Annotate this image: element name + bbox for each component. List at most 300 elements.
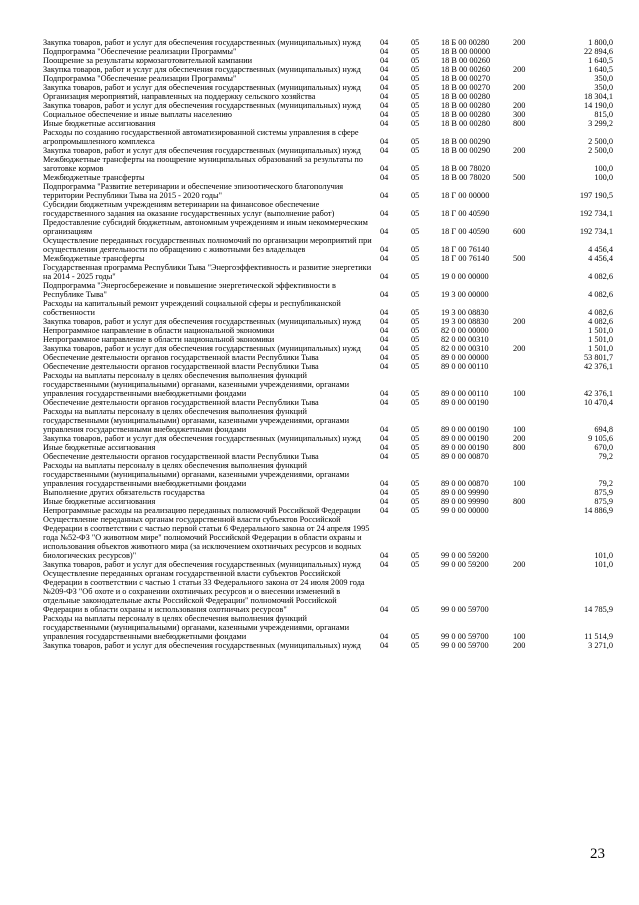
row-name: Закупка товаров, работ и услуг для обеспечения государственных (муниципальных) нужд: [43, 560, 361, 569]
row-name: Подпрограмма "Энергосбережение и повышение энергетической эффективности в Республике Тыва": [43, 281, 336, 299]
row-amount: 1 640,5: [588, 56, 613, 65]
row-section-code: 04: [380, 641, 389, 650]
row-subsection-code: 05: [411, 443, 420, 452]
row-section-code: 04: [380, 119, 389, 128]
row-target-article: 89 0 00 00110: [441, 362, 489, 371]
row-amount: 4 456,4: [588, 254, 613, 263]
row-expense-type: 200: [513, 65, 526, 74]
row-expense-type: 100: [513, 632, 526, 641]
row-name: Закупка товаров, работ и услуг для обеспечения государственных (муниципальных) нужд: [43, 65, 361, 74]
row-subsection-code: 05: [411, 605, 420, 614]
row-target-article: 99 0 00 00000: [441, 506, 489, 515]
table-row: [43, 263, 613, 281]
row-target-article: 89 0 00 00000: [441, 353, 489, 362]
table-row: [43, 155, 613, 173]
row-expense-type: 200: [513, 560, 526, 569]
row-amount: 815,0: [594, 110, 613, 119]
row-amount: 3 271,0: [588, 641, 613, 650]
row-subsection-code: 05: [411, 47, 420, 56]
row-amount: 694,8: [594, 425, 613, 434]
table-row: [43, 326, 613, 335]
row-name: Поощрение за результаты кормозаготовительной кампании: [43, 56, 253, 65]
table-row: [43, 497, 613, 506]
row-amount: 350,0: [594, 83, 613, 92]
row-name: Межбюджетные трансферты: [43, 173, 145, 182]
row-amount: 350,0: [594, 74, 613, 83]
row-section-code: 04: [380, 74, 389, 83]
table-row: [43, 218, 613, 236]
row-section-code: 04: [380, 434, 389, 443]
row-name: Иные бюджетные ассигнования: [43, 443, 156, 452]
row-target-article: 18 Б 00 00280: [441, 38, 490, 47]
row-expense-type: 200: [513, 434, 526, 443]
row-expense-type: 200: [513, 344, 526, 353]
row-target-article: 18 В 00 00280: [441, 119, 491, 128]
row-amount: 1 640,5: [588, 65, 613, 74]
row-amount: 2 500,0: [588, 137, 613, 146]
row-name: Расходы на выплаты персоналу в целях обеспечения выполнения функций государственными (муниципальными) органами, казенными учреждениями, органами управления государственными внебюджетными фондами: [43, 614, 350, 641]
row-target-article: 82 0 00 00310: [441, 335, 489, 344]
row-expense-type: [513, 281, 549, 299]
row-amount: 1 800,0: [588, 38, 613, 47]
row-expense-type: 100: [513, 389, 526, 398]
row-target-article: 89 0 00 00190: [441, 425, 489, 434]
table-row: [43, 281, 613, 299]
row-section-code: 04: [380, 38, 389, 47]
row-section-code: 04: [380, 227, 389, 236]
row-name: Закупка товаров, работ и услуг для обеспечения государственных (муниципальных) нужд: [43, 344, 361, 353]
row-subsection-code: 05: [411, 254, 420, 263]
row-subsection-code: 05: [411, 335, 420, 344]
row-amount: 10 470,4: [583, 398, 613, 407]
row-expense-type: [513, 326, 549, 335]
row-section-code: 04: [380, 173, 389, 182]
row-subsection-code: 05: [411, 425, 420, 434]
row-name: Организация мероприятий, направленных на поддержку сельского хозяйства: [43, 92, 316, 101]
row-amount: 4 082,6: [588, 308, 613, 317]
row-name: Закупка товаров, работ и услуг для обеспечения государственных (муниципальных) нужд: [43, 101, 361, 110]
table-row: [43, 641, 613, 650]
row-subsection-code: 05: [411, 74, 420, 83]
row-expense-type: [513, 92, 549, 101]
row-amount: 4 082,6: [588, 290, 613, 299]
table-row: [43, 317, 613, 326]
row-subsection-code: 05: [411, 101, 420, 110]
row-target-article: 99 0 00 59200: [441, 560, 489, 569]
row-expense-type: [513, 488, 549, 497]
row-section-code: 04: [380, 290, 389, 299]
row-expense-type: [513, 299, 549, 317]
row-amount: 14 190,0: [583, 101, 613, 110]
row-section-code: 04: [380, 389, 389, 398]
row-name: Осуществление переданных государственных полномочий по организации мероприятий при осуществлении деятельности по обращению с животными без владельцев: [43, 236, 372, 254]
row-section-code: 04: [380, 65, 389, 74]
table-row: [43, 47, 613, 56]
row-subsection-code: 05: [411, 137, 420, 146]
table-row: [43, 200, 613, 218]
row-target-article: 18 В 00 00000: [441, 47, 491, 56]
row-expense-type: [513, 74, 549, 83]
row-target-article: 82 0 00 00310: [441, 344, 489, 353]
row-subsection-code: 05: [411, 389, 420, 398]
row-subsection-code: 05: [411, 398, 420, 407]
row-section-code: 04: [380, 272, 389, 281]
table-row: [43, 146, 613, 155]
row-amount: 3 299,2: [588, 119, 613, 128]
row-name: Закупка товаров, работ и услуг для обеспечения государственных (муниципальных) нужд: [43, 317, 361, 326]
row-section-code: 04: [380, 164, 389, 173]
row-section-code: 04: [380, 452, 389, 461]
row-expense-type: 300: [513, 110, 526, 119]
row-section-code: 04: [380, 398, 389, 407]
row-expense-type: [513, 452, 549, 461]
row-target-article: 18 В 00 00270: [441, 74, 491, 83]
row-amount: 79,2: [598, 479, 613, 488]
row-expense-type: [513, 362, 549, 371]
row-target-article: 19 0 00 00000: [441, 272, 489, 281]
row-subsection-code: 05: [411, 452, 420, 461]
row-expense-type: 200: [513, 146, 526, 155]
row-section-code: 04: [380, 353, 389, 362]
row-expense-type: [513, 353, 549, 362]
row-section-code: 04: [380, 47, 389, 56]
row-amount: 101,0: [594, 551, 613, 560]
row-name: Обеспечение деятельности органов государственной власти Республики Тыва: [43, 353, 319, 362]
row-expense-type: [513, 200, 549, 218]
row-target-article: 18 В 00 78020: [441, 164, 491, 173]
row-amount: 1 501,0: [588, 344, 613, 353]
row-section-code: 04: [380, 443, 389, 452]
row-name: Расходы на выплаты персоналу в целях обеспечения выполнения функций государственными (муниципальными) органами, казенными учреждениями, органами управления государственными внебюджетными фондами: [43, 371, 350, 398]
row-name: Осуществление переданных органам государственной власти субъектов Российской Федерации в соответствии с частью 1 статьи 33 Федерального закона от 24 июля 2009 года №209-ФЗ "Об охоте и о сохранении охотничьих ресурсов и о внесении изменений в отдельные законодательные акты Российской Федерации" полномочий Российской Федерации в области охраны и использования охотничьих ресурсов": [43, 569, 365, 614]
row-expense-type: 500: [513, 173, 526, 182]
row-name: Осуществление переданных органам государственной власти субъектов Российской Федерации в соответствии с частью первой статьи 6 Федерального закона от 24 апреля 1995 года №52-ФЗ "О животном мире" полномочий Российской Федерации в области охраны и использования объектов животного мира (за исключением охотничьих ресурсов и водных биологических ресурсов)": [43, 515, 370, 560]
row-expense-type: [513, 47, 549, 56]
row-target-article: 89 0 00 00870: [441, 452, 489, 461]
row-section-code: 04: [380, 497, 389, 506]
row-amount: 14 785,9: [583, 605, 613, 614]
row-section-code: 04: [380, 335, 389, 344]
row-subsection-code: 05: [411, 65, 420, 74]
row-section-code: 04: [380, 92, 389, 101]
row-subsection-code: 05: [411, 272, 420, 281]
row-name: Расходы на капитальный ремонт учреждений социальной сферы и республиканской собственности: [43, 299, 341, 317]
row-target-article: 18 В 00 00280: [441, 92, 491, 101]
row-name: Закупка товаров, работ и услуг для обеспечения государственных (муниципальных) нужд: [43, 146, 361, 155]
row-expense-type: [513, 335, 549, 344]
row-name: Подпрограмма "Обеспечение реализации Программы": [43, 47, 237, 56]
row-section-code: 04: [380, 326, 389, 335]
row-expense-type: [513, 56, 549, 65]
row-subsection-code: 05: [411, 164, 420, 173]
row-amount: 875,9: [594, 488, 613, 497]
row-section-code: 04: [380, 209, 389, 218]
row-name: Расходы на выплаты персоналу в целях обеспечения выполнения функций государственными (муниципальными) органами, казенными учреждениями, органами управления государственными внебюджетными фондами: [43, 461, 350, 488]
row-expense-type: 800: [513, 497, 526, 506]
row-name: Подпрограмма "Обеспечение реализации Программы": [43, 74, 237, 83]
row-subsection-code: 05: [411, 308, 420, 317]
row-subsection-code: 05: [411, 119, 420, 128]
row-target-article: 18 В 00 00260: [441, 56, 491, 65]
row-name: Государственная программа Республики Тыва "Энергоэффективность и развитие энергетики на 2014 - 2025 годы": [43, 263, 372, 281]
row-name: Подпрограмма "Развитие ветеринарии и обеспечение эпизоотического благополучия территории Республики Тыва на 2015 - 2020 годы": [43, 182, 344, 200]
row-target-article: 82 0 00 00000: [441, 326, 489, 335]
row-name: Межбюджетные трансферты на поощрение муниципальных образований за результаты по заготовке кормов: [43, 155, 363, 173]
row-expense-type: 800: [513, 443, 526, 452]
row-subsection-code: 05: [411, 290, 420, 299]
row-expense-type: [513, 515, 549, 560]
row-subsection-code: 05: [411, 488, 420, 497]
row-section-code: 04: [380, 191, 389, 200]
table-row: [43, 38, 613, 47]
row-name: Обеспечение деятельности органов государственной власти Республики Тыва: [43, 452, 319, 461]
row-amount: 9 105,6: [588, 434, 613, 443]
row-name: Непрограммное направление в области национальной экономики: [43, 335, 275, 344]
budget-table-body: [43, 38, 613, 650]
row-amount: 1 501,0: [588, 326, 613, 335]
row-target-article: 89 0 00 00190: [441, 434, 489, 443]
table-row: [43, 506, 613, 515]
row-section-code: 04: [380, 146, 389, 155]
row-target-article: 18 В 00 00280: [441, 101, 491, 110]
row-target-article: 89 0 00 99990: [441, 488, 489, 497]
row-target-article: 89 0 00 00110: [441, 389, 489, 398]
table-row: [43, 173, 613, 182]
row-name: Обеспечение деятельности органов государственной власти Республики Тыва: [43, 398, 319, 407]
table-row: [43, 119, 613, 128]
row-target-article: 89 0 00 99990: [441, 497, 489, 506]
row-expense-type: [513, 398, 549, 407]
row-amount: 101,0: [594, 560, 613, 569]
row-target-article: 19 3 00 00000: [441, 290, 489, 299]
row-target-article: 99 0 00 59700: [441, 632, 489, 641]
row-expense-type: 500: [513, 254, 526, 263]
row-subsection-code: 05: [411, 434, 420, 443]
row-expense-type: 200: [513, 641, 526, 650]
row-target-article: 18 В 00 00280: [441, 110, 491, 119]
row-expense-type: 100: [513, 425, 526, 434]
row-amount: 100,0: [594, 164, 613, 173]
table-row: [43, 398, 613, 407]
row-amount: 670,0: [594, 443, 613, 452]
row-section-code: 04: [380, 488, 389, 497]
table-row: [43, 371, 613, 398]
row-amount: 4 082,6: [588, 317, 613, 326]
row-expense-type: 200: [513, 38, 526, 47]
row-target-article: 99 0 00 59700: [441, 641, 489, 650]
row-amount: 1 501,0: [588, 335, 613, 344]
row-amount: 192 734,1: [579, 209, 613, 218]
table-row: [43, 110, 613, 119]
row-name: Непрограммные расходы на реализацию переданных полномочий Российской Федерации: [43, 506, 361, 515]
page-number: 23: [590, 846, 605, 862]
table-row: [43, 65, 613, 74]
row-section-code: 04: [380, 56, 389, 65]
table-row: [43, 560, 613, 569]
row-amount: 79,2: [598, 452, 613, 461]
row-section-code: 04: [380, 83, 389, 92]
row-section-code: 04: [380, 317, 389, 326]
table-row: [43, 92, 613, 101]
row-name: Закупка товаров, работ и услуг для обеспечения государственных (муниципальных) нужд: [43, 641, 361, 650]
table-row: [43, 236, 613, 254]
row-subsection-code: 05: [411, 479, 420, 488]
row-name: Иные бюджетные ассигнования: [43, 497, 156, 506]
row-amount: 42 376,1: [583, 362, 613, 371]
row-target-article: 99 0 00 59200: [441, 551, 489, 560]
row-expense-type: [513, 128, 549, 146]
row-expense-type: [513, 155, 549, 173]
table-row: [43, 461, 613, 488]
row-subsection-code: 05: [411, 56, 420, 65]
row-name: Закупка товаров, работ и услуг для обеспечения государственных (муниципальных) нужд: [43, 83, 361, 92]
row-target-article: 19 3 00 08830: [441, 308, 489, 317]
row-section-code: 04: [380, 362, 389, 371]
row-amount: 22 894,6: [583, 47, 613, 56]
row-amount: 18 304,1: [583, 92, 613, 101]
row-section-code: 04: [380, 110, 389, 119]
row-expense-type: 800: [513, 119, 526, 128]
row-target-article: 99 0 00 59700: [441, 605, 489, 614]
table-row: [43, 101, 613, 110]
row-section-code: 04: [380, 101, 389, 110]
row-subsection-code: 05: [411, 227, 420, 236]
row-subsection-code: 05: [411, 146, 420, 155]
row-expense-type: [513, 182, 549, 200]
row-section-code: 04: [380, 137, 389, 146]
row-target-article: 18 В 00 78020: [441, 173, 491, 182]
row-target-article: 18 В 00 00290: [441, 146, 491, 155]
table-row: [43, 434, 613, 443]
row-subsection-code: 05: [411, 83, 420, 92]
row-subsection-code: 05: [411, 38, 420, 47]
table-row: [43, 443, 613, 452]
row-subsection-code: 05: [411, 506, 420, 515]
table-row: [43, 452, 613, 461]
row-target-article: 18 Г 00 40590: [441, 209, 490, 218]
row-section-code: 04: [380, 344, 389, 353]
row-name: Закупка товаров, работ и услуг для обеспечения государственных (муниципальных) нужд: [43, 434, 361, 443]
row-name: Закупка товаров, работ и услуг для обеспечения государственных (муниципальных) нужд: [43, 38, 361, 47]
row-subsection-code: 05: [411, 344, 420, 353]
row-subsection-code: 05: [411, 209, 420, 218]
row-name: Непрограммное направление в области национальной экономики: [43, 326, 275, 335]
table-row: [43, 362, 613, 371]
row-target-article: 18 Г 00 00000: [441, 191, 490, 200]
row-target-article: 18 Г 00 40590: [441, 227, 490, 236]
row-amount: 11 514,9: [584, 632, 613, 641]
row-name: Расходы по созданию государственной автоматизированной системы управления в сфере агропромышленного комплекса: [43, 128, 359, 146]
table-row: [43, 407, 613, 434]
row-target-article: 89 0 00 00190: [441, 443, 489, 452]
row-subsection-code: 05: [411, 551, 420, 560]
row-amount: 100,0: [594, 173, 613, 182]
row-section-code: 04: [380, 605, 389, 614]
row-subsection-code: 05: [411, 326, 420, 335]
row-target-article: 18 Г 00 76140: [441, 245, 490, 254]
row-expense-type: [513, 236, 549, 254]
row-section-code: 04: [380, 425, 389, 434]
row-section-code: 04: [380, 560, 389, 569]
row-subsection-code: 05: [411, 92, 420, 101]
row-expense-type: 200: [513, 101, 526, 110]
row-subsection-code: 05: [411, 632, 420, 641]
row-amount: 197 190,5: [579, 191, 613, 200]
row-target-article: 18 В 00 00260: [441, 65, 491, 74]
row-expense-type: [513, 506, 549, 515]
row-section-code: 04: [380, 479, 389, 488]
row-expense-type: 200: [513, 317, 526, 326]
table-row: [43, 74, 613, 83]
table-row: [43, 488, 613, 497]
row-target-article: 18 Г 00 76140: [441, 254, 490, 263]
row-subsection-code: 05: [411, 173, 420, 182]
row-section-code: 04: [380, 245, 389, 254]
row-name: Иные бюджетные ассигнования: [43, 119, 156, 128]
row-subsection-code: 05: [411, 353, 420, 362]
table-row: [43, 344, 613, 353]
table-row: [43, 128, 613, 146]
row-target-article: 89 0 00 00190: [441, 398, 489, 407]
row-section-code: 04: [380, 308, 389, 317]
row-name: Выполнение других обязательств государства: [43, 488, 205, 497]
row-expense-type: 600: [513, 227, 526, 236]
row-subsection-code: 05: [411, 110, 420, 119]
budget-table: [43, 38, 613, 650]
row-name: Социальное обеспечение и иные выплаты населению: [43, 110, 232, 119]
table-row: [43, 335, 613, 344]
row-target-article: 19 3 00 08830: [441, 317, 489, 326]
row-expense-type: 100: [513, 479, 526, 488]
table-row: [43, 254, 613, 263]
row-amount: 4 082,6: [588, 272, 613, 281]
row-subsection-code: 05: [411, 362, 420, 371]
table-row: [43, 83, 613, 92]
row-expense-type: [513, 263, 549, 281]
table-row: [43, 614, 613, 641]
row-amount: 14 886,9: [583, 506, 613, 515]
row-subsection-code: 05: [411, 245, 420, 254]
row-target-article: 18 В 00 00290: [441, 137, 491, 146]
row-subsection-code: 05: [411, 317, 420, 326]
row-section-code: 04: [380, 632, 389, 641]
table-row: [43, 182, 613, 200]
row-subsection-code: 05: [411, 641, 420, 650]
row-name: Межбюджетные трансферты: [43, 254, 145, 263]
row-amount: 875,9: [594, 497, 613, 506]
row-name: Обеспечение деятельности органов государственной власти Республики Тыва: [43, 362, 319, 371]
row-name: Предоставление субсидий бюджетным, автономным учреждениям и иным некоммерческим организациям: [43, 218, 368, 236]
row-amount: 192 734,1: [579, 227, 613, 236]
row-expense-type: 200: [513, 83, 526, 92]
row-name: Расходы на выплаты персоналу в целях обеспечения выполнения функций государственными (муниципальными) органами, казенными учреждениями, органами управления государственными внебюджетными фондами: [43, 407, 350, 434]
row-amount: 42 376,1: [583, 389, 613, 398]
table-row: [43, 56, 613, 65]
table-row: [43, 569, 613, 614]
row-amount: 2 500,0: [588, 146, 613, 155]
row-section-code: 04: [380, 506, 389, 515]
table-row: [43, 353, 613, 362]
table-row: [43, 299, 613, 317]
row-subsection-code: 05: [411, 191, 420, 200]
table-row: [43, 515, 613, 560]
row-target-article: 18 В 00 00270: [441, 83, 491, 92]
row-expense-type: [513, 569, 549, 614]
row-name: Субсидии бюджетным учреждениям ветеринарии на финансовое обеспечение государственного задания на оказание государственных услуг (выполнение работ): [43, 200, 335, 218]
row-section-code: 04: [380, 551, 389, 560]
row-target-article: 89 0 00 00870: [441, 479, 489, 488]
row-section-code: 04: [380, 254, 389, 263]
